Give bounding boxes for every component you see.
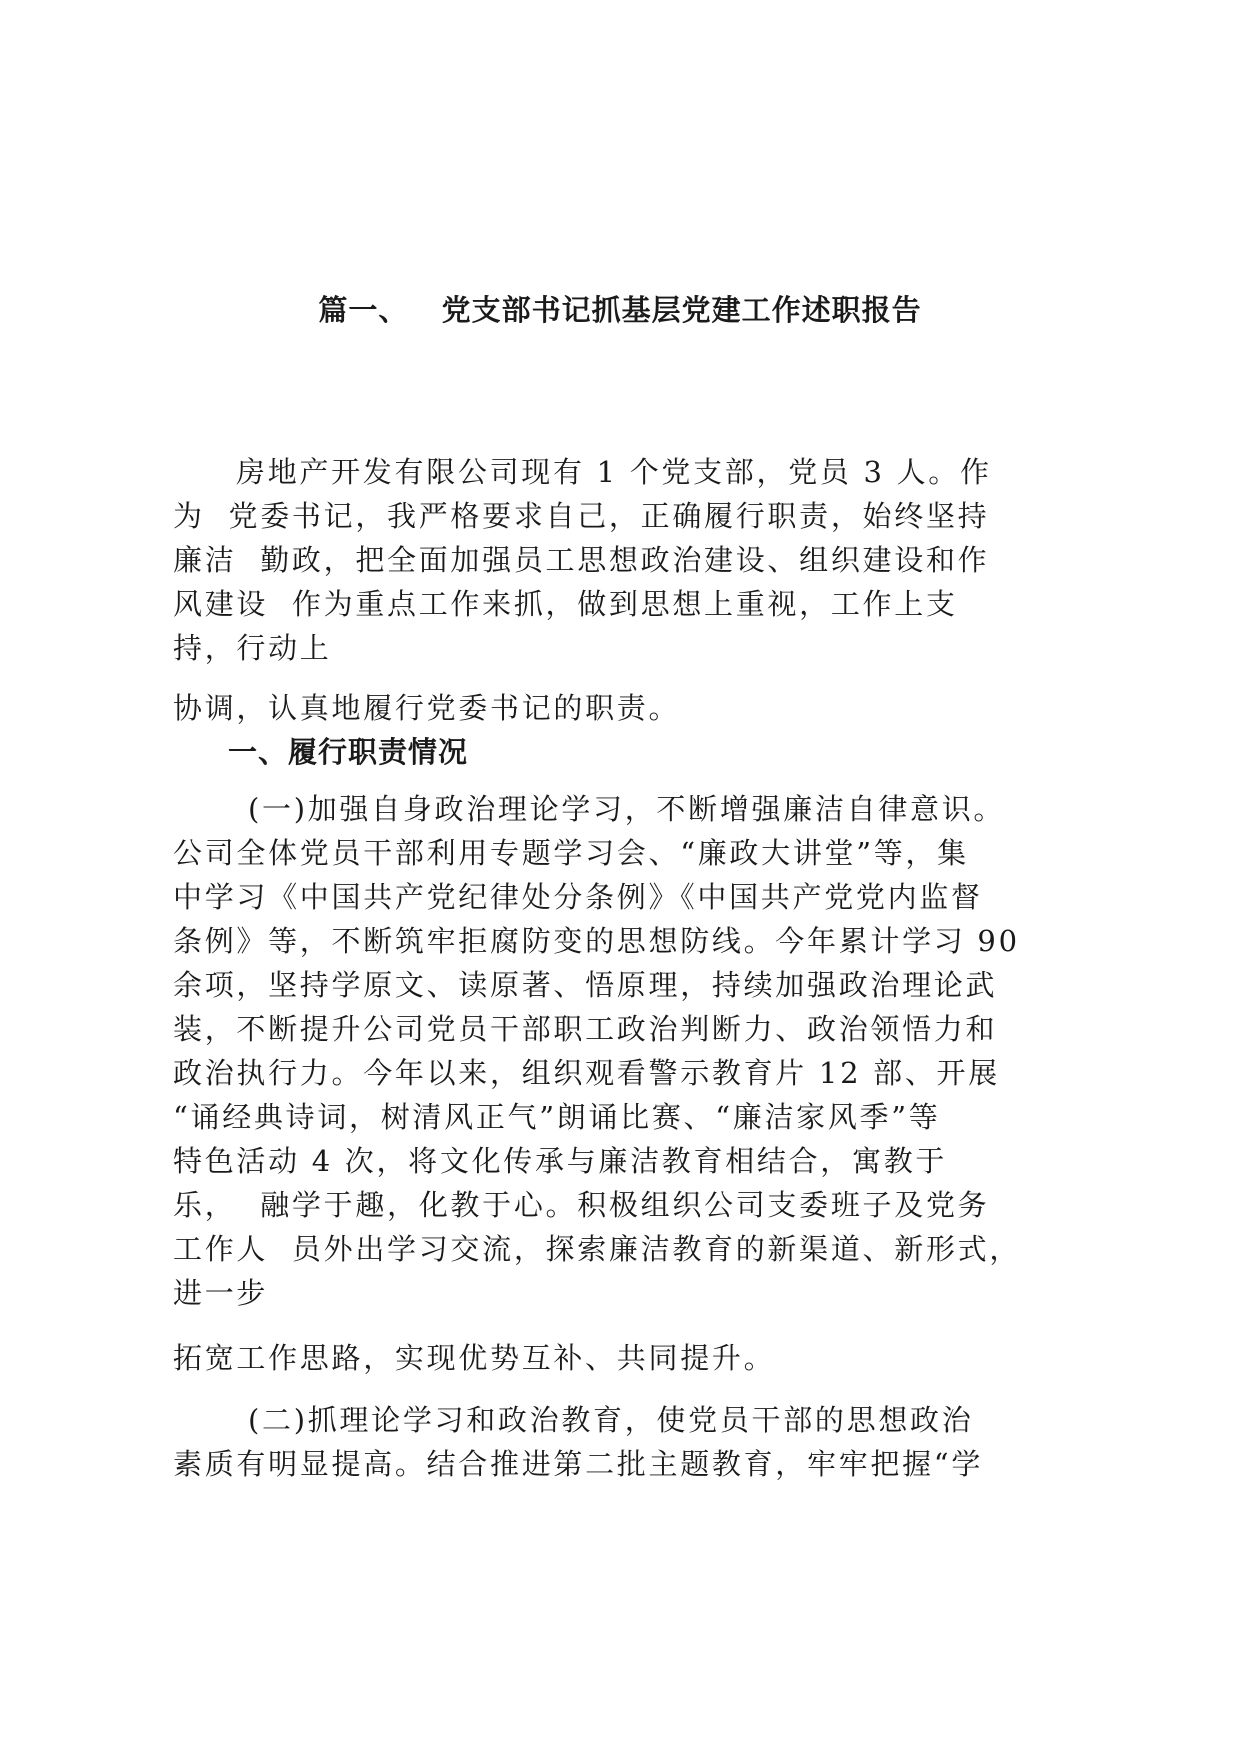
intro-line-2: 为 党委书记，我严格要求自己，正确履行职责，始终坚持 <box>173 499 990 533</box>
item1-line-3: 中学习《中国共产党纪律处分条例》《中国共产党党内监督 <box>173 880 983 914</box>
intro-line-3: 廉洁 勤政，把全面加强员工思想政治建设、组织建设和作 <box>173 543 990 577</box>
item1-line-12: 进一步 <box>173 1276 269 1310</box>
item1-line-11: 工作人 员外出学习交流，探索廉洁教育的新渠道、新形式， <box>173 1232 1022 1266</box>
item1-line-8: “诵经典诗词，树清风正气”朗诵比赛、“廉洁家风季”等 <box>173 1100 941 1134</box>
intro-line-1: 房地产开发有限公司现有 1 个党支部，党员 3 人。作 <box>236 455 992 489</box>
item1-line-6: 装，不断提升公司党员干部职工政治判断力、政治领悟力和 <box>173 1012 998 1046</box>
item1-line-7: 政治执行力。今年以来，组织观看警示教育片 12 部、开展 <box>173 1056 1000 1090</box>
item2-line-1: (二)抓理论学习和政治教育，使党员干部的思想政治 <box>248 1403 974 1437</box>
document-title: 篇一、 党支部书记抓基层党建工作述职报告 <box>318 293 922 327</box>
item2-line-2: 素质有明显提高。结合推进第二批主题教育，牢牢把握“学 <box>173 1447 984 1481</box>
item1-line-2: 公司全体党员干部利用专题学习会、“廉政大讲堂”等，集 <box>173 836 969 870</box>
intro-line-4: 风建设 作为重点工作来抓，做到思想上重视，工作上支 <box>173 587 958 621</box>
section-heading: 一、履行职责情况 <box>228 735 469 769</box>
item1-line-4: 条例》等，不断筑牢拒腐防变的思想防线。今年累计学习 90 <box>173 924 1020 958</box>
intro-line-5: 持，行动上 <box>173 631 332 665</box>
item1-line-10: 乐， 融学于趣，化教于心。积极组织公司支委班子及党务 <box>173 1188 990 1222</box>
item1-line-5: 余项，坚持学原文、读原著、悟原理，持续加强政治理论武 <box>173 968 998 1002</box>
item1-line-9: 特色活动 4 次，将文化传承与廉洁教育相结合，寓教于 <box>173 1144 948 1178</box>
item1-line-1: (一)加强自身政治理论学习，不断增强廉洁自律意识。 <box>248 792 1006 826</box>
item1-line-13: 拓宽工作思路，实现优势互补、共同提升。 <box>173 1341 776 1375</box>
intro-line-6: 协调，认真地履行党委书记的职责。 <box>173 691 681 725</box>
